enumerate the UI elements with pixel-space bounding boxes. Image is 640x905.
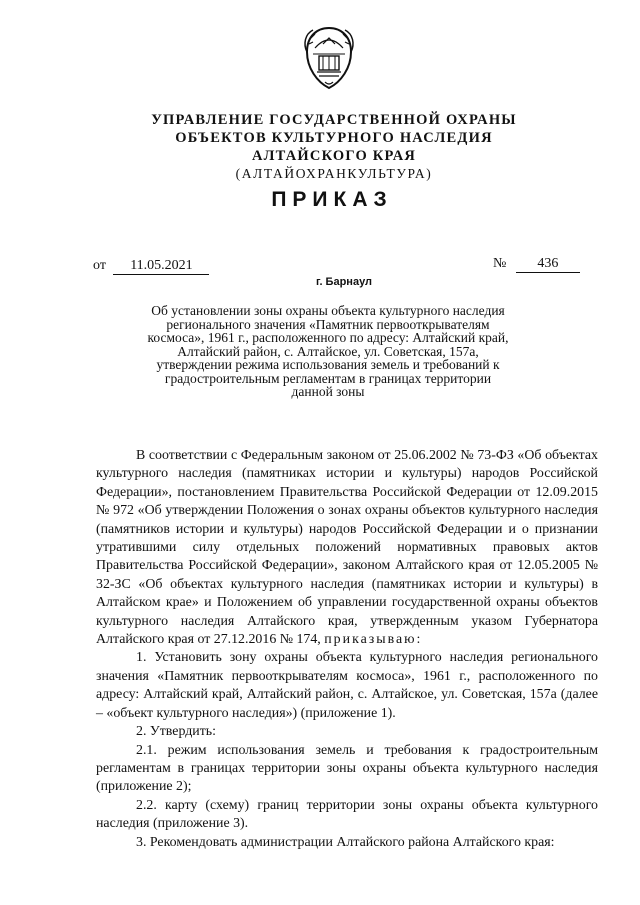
subject-line: Алтайский район, с. Алтайское, ул. Советская, 157а, — [177, 343, 479, 359]
preamble-paragraph — [96, 447, 598, 649]
city-label: г. Барнаул — [315, 276, 373, 288]
coat-of-arms-icon — [301, 24, 357, 92]
document-body — [96, 447, 598, 852]
document-type-title: ПРИКАЗ — [271, 188, 393, 211]
date-line — [93, 258, 209, 275]
subject-line: данной зоны — [291, 384, 365, 399]
paragraph-2-1: 2.1. режим использования земель и требования к градостроительным регламентам в границах территории зоны охраны объекта культурного наследия (приложение 2); — [96, 742, 598, 795]
org-abbreviation: (АЛТАЙОХРАНКУЛЬТУРА) — [235, 166, 433, 181]
date-prefix: от — [93, 258, 106, 273]
order-keyword: приказываю: — [324, 632, 423, 648]
subject-line: космоса», 1961 г., расположенного по адресу: Алтайский край, — [147, 330, 509, 345]
subject-line: градостроительным регламентам в границах территории — [164, 370, 492, 386]
document-date: 11.05.2021 — [113, 258, 209, 275]
subject-line: утверждении режима использования земель и требований к — [156, 357, 500, 372]
number-prefix: № — [493, 256, 507, 271]
org-name-line-2: ОБЪЕКТОВ КУЛЬТУРНОГО НАСЛЕДИЯ — [175, 130, 493, 146]
paragraph-2: 2. Утвердить: — [136, 724, 216, 740]
paragraph-3: 3. Рекомендовать администрации Алтайского района Алтайского края: — [136, 834, 555, 850]
subject-line: Об установлении зоны охраны объекта культурного наследия — [151, 303, 505, 318]
document-number: 436 — [516, 256, 580, 273]
preamble-text: В соответствии с Федеральным законом от 25.06.2002 № 73-ФЗ «Об объектах культурного наследия (памятниках истории и культуры) народов Российской Федерации», постановлением Правительства Российской Федерации от 12.09.2015 № 972 «Об утверждении Положения о зонах охраны объектов культурного наследия (памятников истории и культуры) народов Российской Федерации и о признании утратившими силу отдельных положений нормативных правовых актов Правительства Российской Федерации», законом Алтайского края от 12.05.2005 № 32-ЗС «Об объектах культурного наследия (памятниках истории и культуры) в Алтайском крае» и Положением об управлении государственной охраны объектов культурного наследия Алтайского края, утвержденным указом Губернатора Алтайского края от 27.12.2016 № 174, — [96, 448, 598, 648]
organization-header — [0, 111, 640, 183]
subject-line: регионального значения «Памятник первооткрывателям — [166, 316, 490, 332]
number-line — [493, 256, 580, 273]
org-name-line-1: УПРАВЛЕНИЕ ГОСУДАРСТВЕННОЙ ОХРАНЫ — [151, 112, 517, 128]
paragraph-2-2: 2.2. карту (схему) границ территории зоны охраны объекта культурного наследия (приложение 3). — [96, 797, 598, 832]
subject-heading — [140, 304, 516, 399]
paragraph-1: 1. Установить зону охраны объекта культурного наследия регионального значения «Памятник первооткрывателям космоса», 1961 г., расположенного по адресу: Алтайский край, Алтайский район, с. Алтайское, ул. Советская, 157а (далее – «объект культурного наследия») (приложение 1). — [96, 650, 598, 721]
org-name-line-3: АЛТАЙСКОГО КРАЯ — [251, 148, 417, 164]
